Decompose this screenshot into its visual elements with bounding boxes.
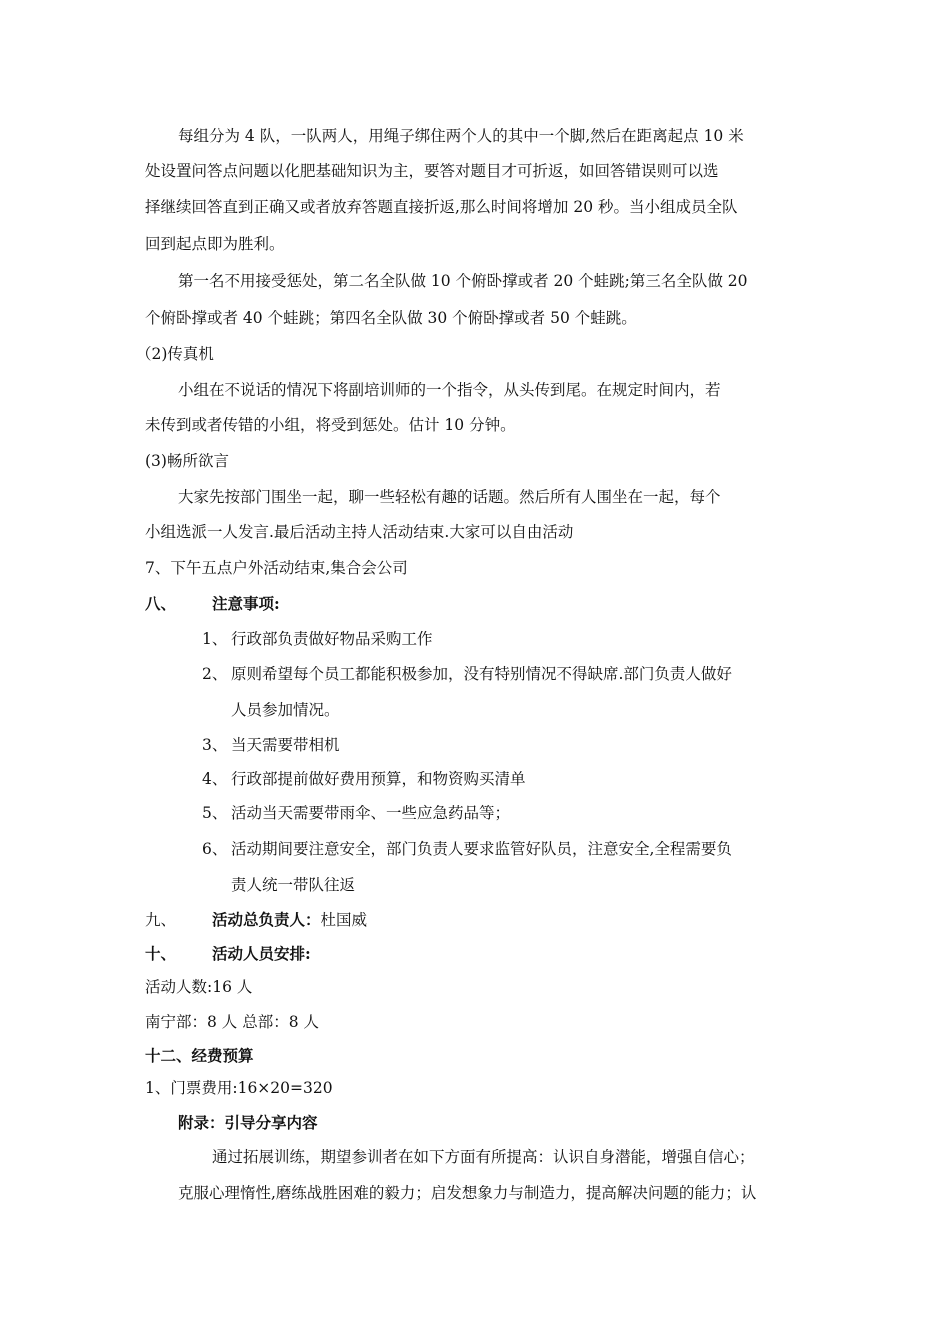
paragraph-line: 小组在不说话的情况下将副培训师的一个指令，从头传到尾。在规定时间内，若 <box>178 381 721 399</box>
note-text: 责人统一带队往返 <box>231 876 356 894</box>
paragraph-line: 每组分为 4 队，一队两人，用绳子绑住两个人的其中一个脚,然后在距离起点 10 米 <box>178 127 744 145</box>
note-number: 2、 <box>202 665 228 683</box>
subheading-talk: (3)畅所欲言 <box>145 452 229 470</box>
section-9-line <box>212 909 367 931</box>
paragraph-line: 择继续回答直到正确又或者放弃答题直接折返,那么时间将增加 20 秒。当小组成员全队 <box>145 198 738 216</box>
section-9-number: 九、 <box>145 911 177 929</box>
item-7: 7、下午五点户外活动结束,集合会公司 <box>145 559 408 577</box>
paragraph-line: 小组选派一人发言.最后活动主持人活动结束.大家可以自由活动 <box>145 523 574 541</box>
section-10-number: 十、 <box>145 944 177 963</box>
note-number: 3、 <box>202 736 228 754</box>
paragraph-line: 第一名不用接受惩处，第二名全队做 10 个俯卧撑或者 20 个蛙跳;第三名全队做 20 <box>178 272 748 290</box>
section-9-value: 杜国威 <box>320 911 368 929</box>
paragraph-line: 个俯卧撑或者 40 个蛙跳；第四名全队做 30 个俯卧撑或者 50 个蛙跳。 <box>145 309 637 327</box>
note-text: 行政部提前做好费用预算，和物资购买清单 <box>231 770 526 788</box>
subheading-fax: （2)传真机 <box>136 345 214 363</box>
people-split: 南宁部：8 人 总部：8 人 <box>145 1013 320 1031</box>
note-text: 原则希望每个员工都能积极参加，没有特别情况不得缺席.部门负责人做好 <box>231 665 732 683</box>
paragraph-line: 回到起点即为胜利。 <box>145 235 285 253</box>
note-number: 1、 <box>202 630 228 648</box>
note-text: 人员参加情况。 <box>231 701 340 719</box>
note-text: 当天需要带相机 <box>231 736 340 754</box>
budget-item-1: 1、门票费用:16×20=320 <box>145 1079 333 1097</box>
appendix-line: 克服心理惰性,磨练战胜困难的毅力；启发想象力与制造力，提高解决问题的能力；认 <box>178 1184 757 1202</box>
people-count: 活动人数:16 人 <box>145 978 253 996</box>
note-number: 4、 <box>202 770 228 788</box>
section-8-number: 八、 <box>145 594 177 613</box>
section-9-title: 活动总负责人： <box>212 910 321 929</box>
note-text: 行政部负责做好物品采购工作 <box>231 630 433 648</box>
paragraph-line: 未传到或者传错的小组，将受到惩处。估计 10 分钟。 <box>145 416 516 434</box>
note-number: 6、 <box>202 840 228 858</box>
paragraph-line: 大家先按部门围坐一起，聊一些轻松有趣的话题。然后所有人围坐在一起，每个 <box>178 488 721 506</box>
note-text: 活动期间要注意安全，部门负责人要求监管好队员，注意安全,全程需要负 <box>231 840 732 858</box>
appendix-line: 通过拓展训练，期望参训者在如下方面有所提高：认识自身潜能，增强自信心； <box>212 1148 755 1166</box>
note-number: 5、 <box>202 804 228 822</box>
appendix-title: 附录：引导分享内容 <box>178 1113 318 1132</box>
note-text: 活动当天需要带雨伞、一些应急药品等； <box>231 804 511 822</box>
paragraph-line: 处设置问答点问题以化肥基础知识为主，要答对题目才可折返，如回答错误则可以选 <box>145 162 719 180</box>
section-10-title: 活动人员安排: <box>212 944 311 963</box>
section-8-title: 注意事项: <box>212 594 280 613</box>
section-12-heading: 十二、经费预算 <box>145 1046 254 1065</box>
